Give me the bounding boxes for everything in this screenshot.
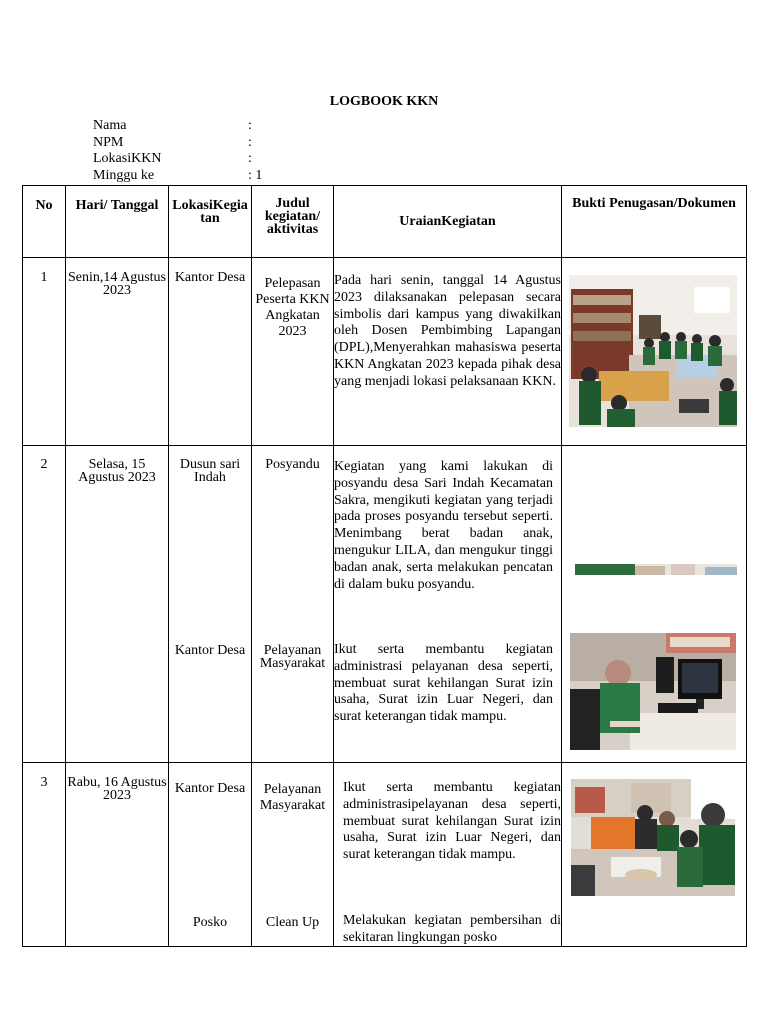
row-evidence (562, 258, 747, 446)
evidence-photo (569, 275, 737, 427)
entry-title: Pelayanan Masyarakat (259, 643, 326, 671)
identity-block (93, 118, 278, 184)
row-no: 3 (23, 763, 66, 947)
entry-title: Posyandu (265, 457, 320, 472)
row-date: Selasa, 15 Agustus 2023 (66, 446, 169, 763)
evidence-photo (570, 633, 736, 750)
row-no: 1 (23, 258, 66, 446)
row-description (334, 763, 562, 947)
header-description: UraianKegiatan (334, 186, 562, 258)
entry-description: Ikut serta membantu kegiatan administrasipelayanan desa seperti, membuat surat kehilangan Surat izin usaha, Surat izin Luar Negeri, dan surat keterangan tidak mampu. (343, 780, 561, 863)
row-activity-title (252, 763, 334, 947)
header-no: No (23, 186, 66, 258)
info-label: Nama (93, 118, 127, 133)
entry-title: Pelayanan Masyarakat (259, 782, 326, 813)
page-title: LOGBOOK KKN (329, 94, 439, 109)
info-label: NPM (93, 134, 124, 150)
row-location (169, 446, 252, 763)
entry-description: Ikut serta membantu kegiatan administrasi pelayanan desa seperti, membuat surat kehilangan Surat izin usaha, Surat izin Luar Negeri, dan surat keterangan tidak mampu. (334, 642, 553, 725)
entry-description: Kegiatan yang kami lakukan di posyandu desa Sari Indah Kecamatan Sakra, mengikuti kegiatan yang terjadi pada proses posyandu tersebut seperti. Menimbang berat badan anak, mengukur LILA, dan mengukur tinggi badan anak, serta melakukan pencatan di dalam buku posyandu. (334, 459, 553, 592)
entry-description: Melakukan kegiatan pembersihan di sekitaran lingkungan posko (343, 913, 561, 945)
evidence-photo (575, 564, 737, 575)
info-label: LokasiKKN (93, 151, 162, 166)
row-description (334, 446, 562, 763)
entry-location: Kantor Desa (174, 781, 246, 796)
row-date: Senin,14 Agustus 2023 (66, 258, 169, 446)
table-header-row (23, 186, 747, 258)
info-colon: : (248, 151, 252, 166)
row-no: 2 (23, 446, 66, 763)
row-location: Kantor Desa (169, 258, 252, 446)
entry-location: Kantor Desa (174, 643, 246, 658)
info-row-lokasi (93, 151, 278, 168)
table-row (23, 763, 747, 947)
info-colon: : 1 (248, 167, 263, 183)
info-colon: : (248, 134, 252, 150)
row-evidence (562, 446, 747, 763)
row-date: Rabu, 16 Agustus 2023 (66, 763, 169, 947)
entry-location: Posko (192, 915, 228, 930)
header-activity-title: Judul kegiatan/ aktivitas (252, 186, 334, 258)
row-activity-title: Pelepasan Peserta KKN Angkatan 2023 (252, 258, 334, 446)
evidence-photo (571, 779, 735, 896)
row-evidence (562, 763, 747, 947)
table-row (23, 446, 747, 763)
info-row-nama (93, 118, 278, 135)
info-row-minggu (93, 168, 278, 185)
info-label: Minggu ke (93, 167, 155, 183)
header-evidence: Bukti Penugasan/Dokumen (562, 186, 747, 258)
entry-location: Dusun sari Indah (179, 457, 241, 485)
info-colon: : (248, 118, 252, 133)
row-activity-title (252, 446, 334, 763)
row-description: Pada hari senin, tanggal 14 Agustus 2023 dilaksanakan pelepasan secara simbolis dari kampus yang diwakilkan oleh Dosen Pembimbing Lapangan (DPL),Menyerahkan mahasiswa peserta KKN Angkatan 2023 kepada pihak desa yang menjadi lokasi pelaksanaan KKN. (334, 258, 562, 446)
header-location-text: LokasiKegiatan (172, 198, 248, 226)
entry-title: Clean Up (265, 915, 320, 930)
row-location (169, 763, 252, 947)
header-date: Hari/ Tanggal (66, 186, 169, 258)
table-row (23, 258, 747, 446)
header-location (169, 186, 252, 258)
logbook-table (22, 185, 747, 947)
info-row-npm (93, 135, 278, 152)
